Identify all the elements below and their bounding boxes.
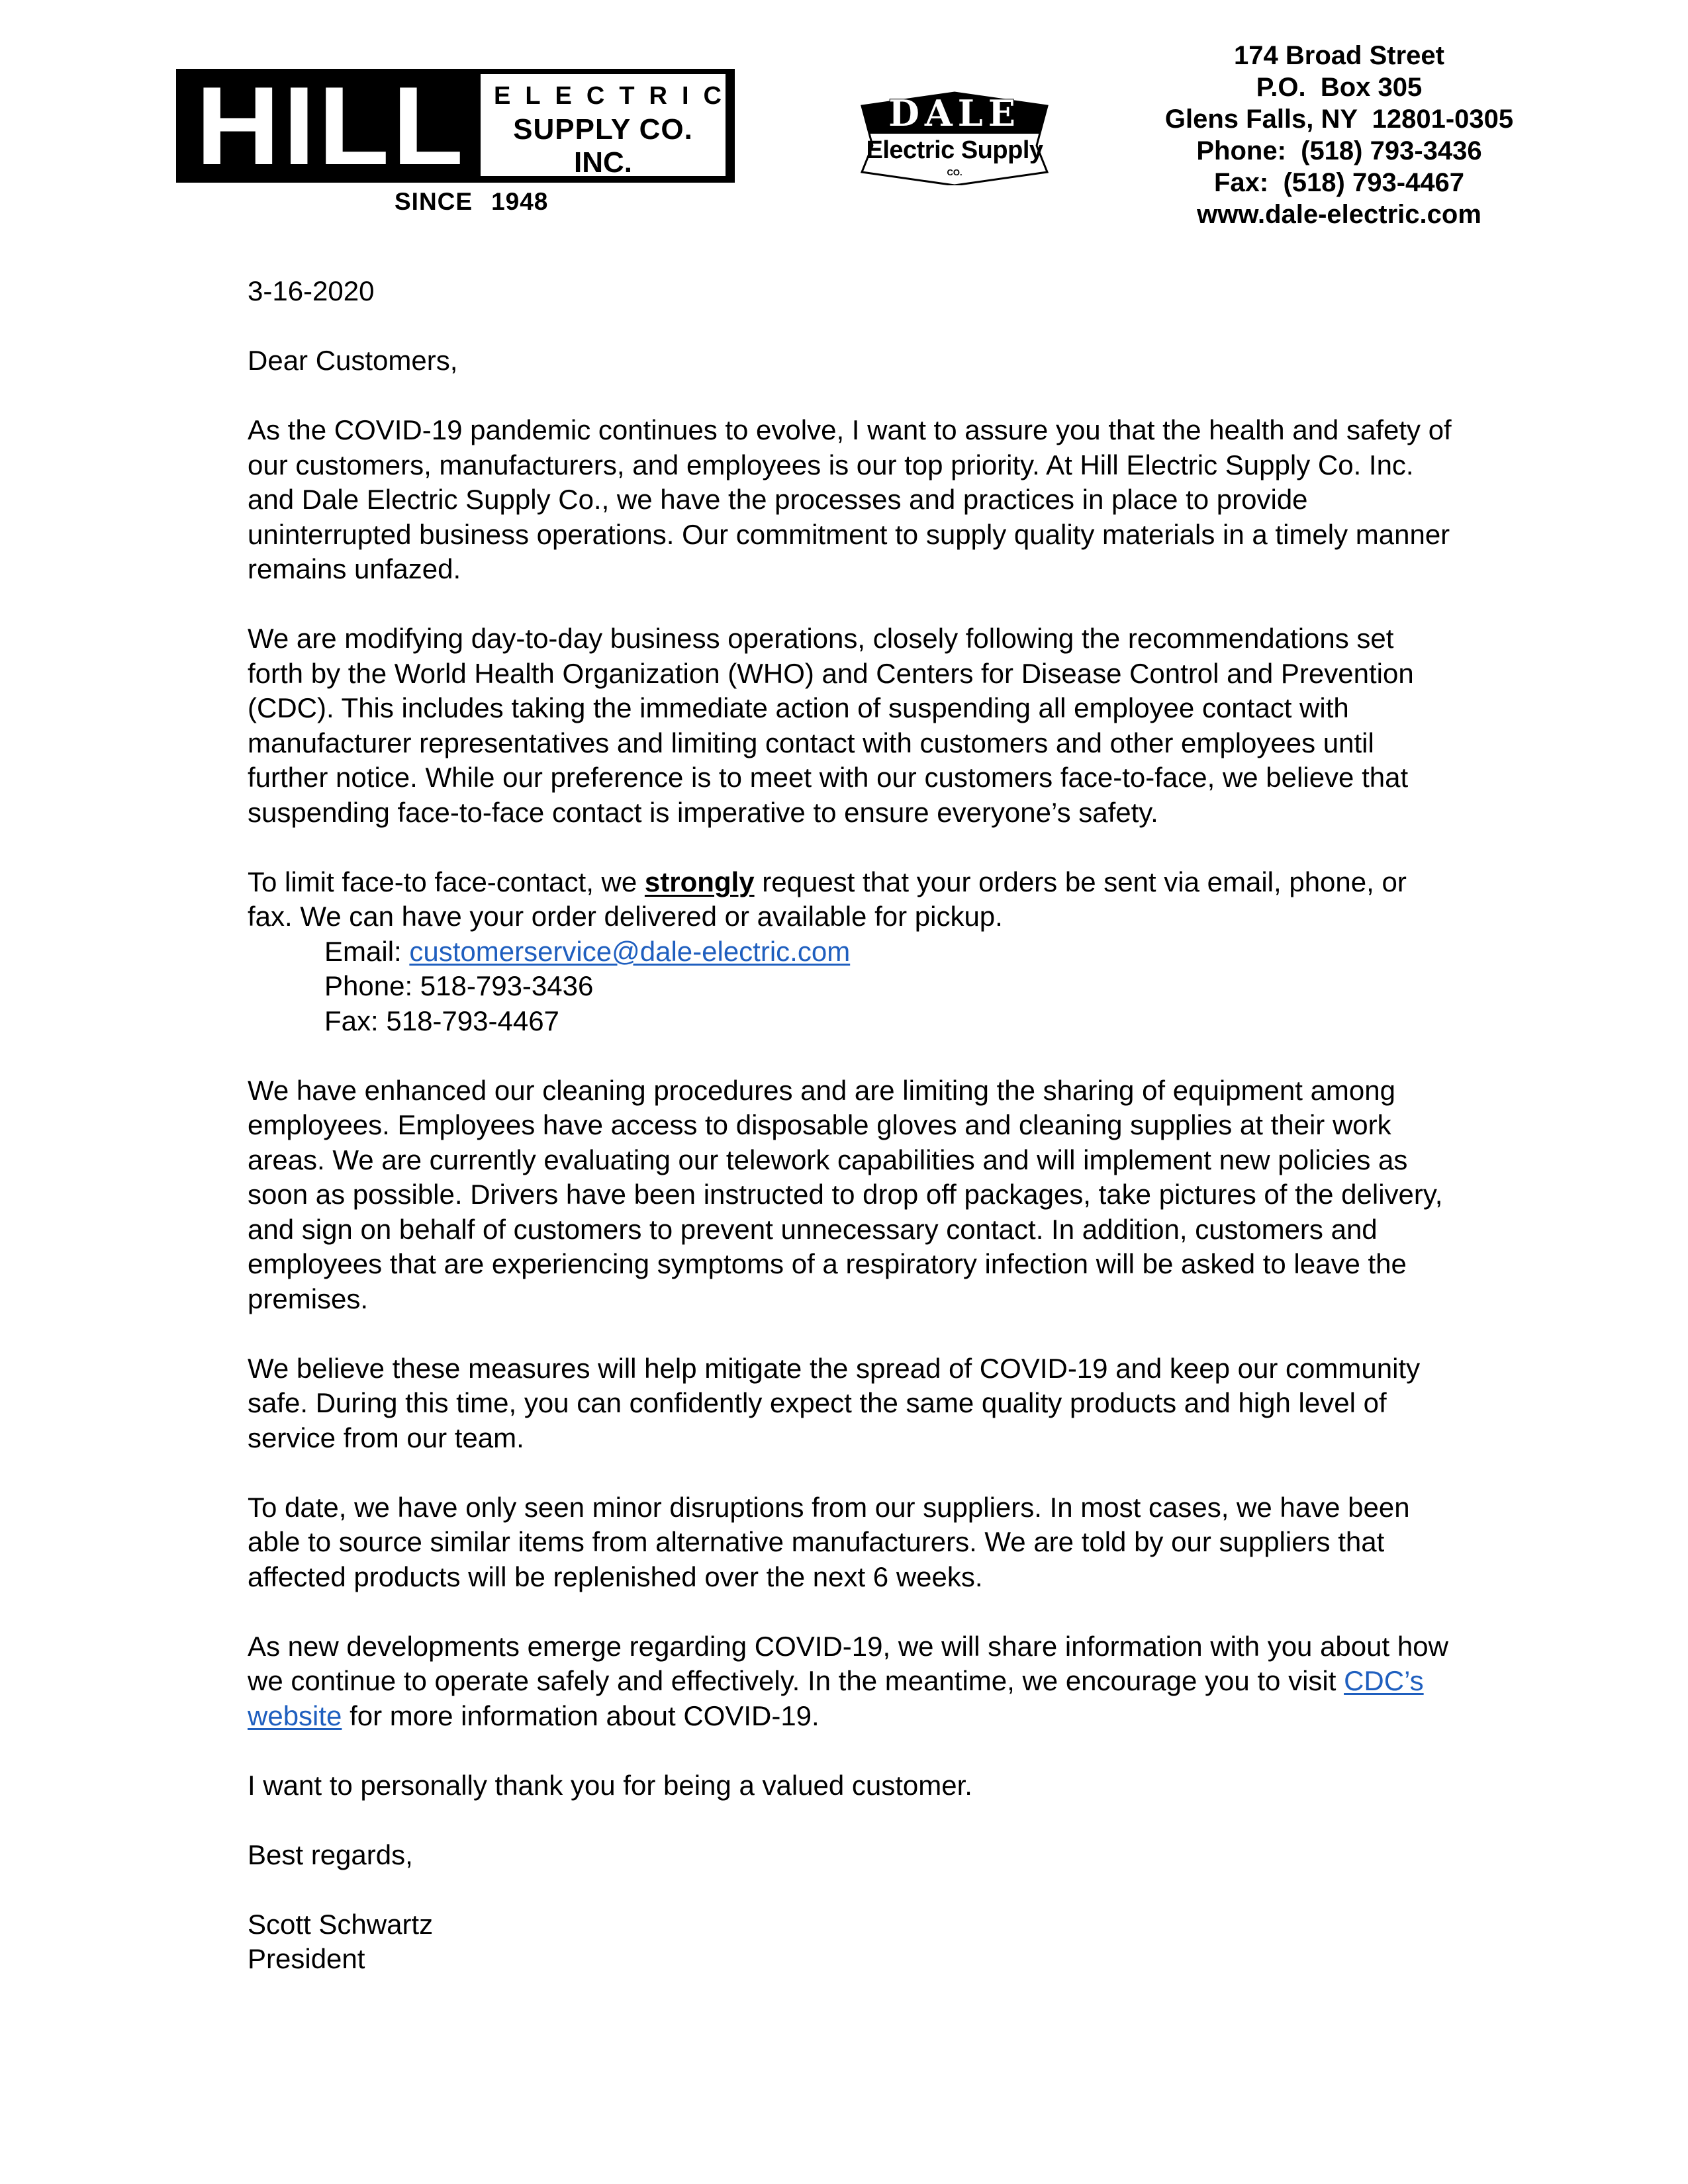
letter-closing: Best regards, bbox=[248, 1839, 413, 1870]
signer-title: President bbox=[248, 1943, 365, 1974]
contact-fax-line: Fax: 518-793-4467 bbox=[324, 1005, 559, 1036]
contact-email-line bbox=[324, 934, 1452, 970]
paragraph-thanks: I want to personally thank you for being a valued customer. bbox=[248, 1769, 972, 1801]
hill-logo-subtitle-box bbox=[481, 74, 736, 179]
cdc-website-link[interactable]: CDC’s website bbox=[248, 1665, 1424, 1731]
since-year: 1948 bbox=[491, 188, 549, 215]
since-label: SINCE bbox=[395, 188, 473, 215]
paragraph-cleaning: We have enhanced our cleaning procedures and are limiting the sharing of equipment among employees. Employees have access to disposable gloves and cleaning supplies at their work areas. We are currently evaluating our telework capabilities and will implement new policies as soon as possible. Drivers have been instructed to drop off packages, take pictures of the delivery, and sign on behalf of customers to prevent unnecessary contact. In addition, customers and employees that are experiencing symptoms of a respiratory infection will be asked to leave the premises. bbox=[248, 1074, 1443, 1314]
paragraph-commitment: As the COVID-19 pandemic continues to evolve, I want to assure you that the health and safety of our customers, manufacturers, and employees is our top priority. At Hill Electric Supply Co. Inc. and Dale Electric Supply Co., we have the processes and practices in place to provide uninterrupted business operations. Our commitment to supply quality materials in a timely manner remains unfazed. bbox=[248, 414, 1452, 584]
signer-name: Scott Schwartz bbox=[248, 1908, 434, 1940]
paragraph-suppliers: To date, we have only seen minor disruptions from our suppliers. In most cases, we have been able to source similar items from alternative manufacturers. We are told by our suppliers that affected products will be replenished over the next 6 weeks. bbox=[248, 1491, 1410, 1592]
strongly-emphasis: strongly bbox=[644, 866, 755, 897]
email-link[interactable]: customerservice@dale-electric.com bbox=[409, 935, 851, 967]
hill-logo-since bbox=[395, 188, 548, 216]
paragraph-developments bbox=[248, 1629, 1452, 1734]
address-street: 174 Broad Street bbox=[1234, 41, 1444, 70]
contact-phone-line: Phone: 518-793-3436 bbox=[324, 970, 594, 1001]
dale-logo-co: CO. bbox=[947, 167, 962, 177]
address-city: Glens Falls, NY 12801-0305 bbox=[1164, 105, 1514, 134]
letter-salutation: Dear Customers, bbox=[248, 345, 458, 376]
address-po-box: P.O. Box 305 bbox=[1256, 73, 1423, 102]
address-fax: Fax: (518) 793-4467 bbox=[1213, 168, 1464, 197]
letter-date: 3-16-2020 bbox=[248, 275, 375, 306]
email-label: Email: bbox=[324, 935, 410, 967]
paragraph-operations: We are modifying day-to-day business operations, closely following the recommendations set forth by the World Health Organization (WHO) and Centers for Disease Control and Prevention (CDC). This includes taking the immediate action of suspending all employee contact with manufacturer representatives and limiting contact with customers and other employees until further notice. While our preference is to meet with our customers face-to-face, we believe that suspending face-to-face contact is imperative to ensure everyone’s safety. bbox=[248, 623, 1414, 828]
spacer bbox=[248, 1038, 1452, 1073]
dale-electric-logo bbox=[842, 79, 1067, 185]
hill-logo-electric: ELECTRIC bbox=[494, 82, 736, 110]
limit-contact-text-after: request that your orders be sent via email, phone, or fax. We can have your order delivered or available for pickup. bbox=[248, 866, 1407, 932]
letter-body bbox=[248, 274, 1452, 1977]
hill-electric-logo bbox=[176, 64, 736, 188]
hill-logo-wordmark: HILL bbox=[195, 64, 467, 188]
hill-logo-inc: INC. bbox=[574, 146, 632, 179]
limit-contact-text-before: To limit face-to face-contact, we bbox=[248, 866, 645, 897]
dale-logo-wordmark: DALE bbox=[888, 92, 1021, 134]
address-website: www.dale-electric.com bbox=[1197, 200, 1481, 229]
paragraph-limit-contact bbox=[248, 865, 1452, 934]
contact-info-list bbox=[248, 934, 1452, 1039]
dale-logo-electric-supply: Electric Supply bbox=[866, 136, 1043, 164]
hill-logo-supply-co: SUPPLY CO. bbox=[513, 113, 693, 146]
company-address-block bbox=[1144, 40, 1534, 230]
developments-text-before: As new developments emerge regarding COVID-19, we will share information with you about how we continue to operate safely and effectively. In the meantime, we encourage you to visit bbox=[248, 1630, 1448, 1696]
developments-text-after: for more information about COVID-19. bbox=[342, 1700, 820, 1731]
address-phone: Phone: (518) 793-3436 bbox=[1196, 136, 1482, 165]
paragraph-measures: We believe these measures will help mitigate the spread of COVID-19 and keep our community safe. During this time, you can confidently expect the same quality products and high level of service from our team. bbox=[248, 1352, 1421, 1453]
